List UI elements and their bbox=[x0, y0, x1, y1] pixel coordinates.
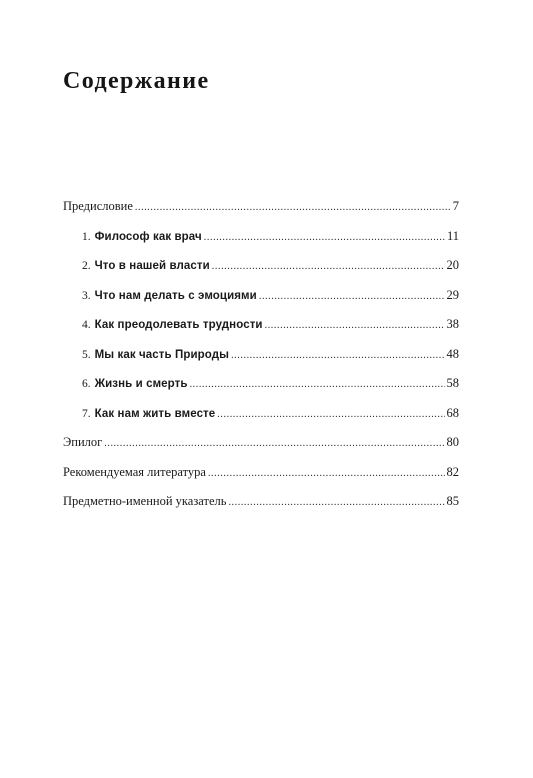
toc-entry-title: Мы как часть Природы bbox=[94, 348, 230, 361]
toc-entry-chapter-2 bbox=[63, 258, 459, 288]
toc-entry-page: 48 bbox=[446, 346, 459, 361]
dot-leader bbox=[231, 350, 444, 361]
chapter-number: 4. bbox=[82, 319, 91, 331]
toc-entry-title: Что нам делать с эмоциями bbox=[94, 289, 257, 302]
dot-leader bbox=[259, 291, 445, 302]
dot-leader bbox=[135, 202, 451, 213]
toc-entry-page: 80 bbox=[446, 435, 459, 449]
toc-entry-title: Философ как врач bbox=[94, 230, 202, 243]
chapter-number: 1. bbox=[82, 230, 91, 243]
toc-entry-page: 82 bbox=[446, 464, 459, 479]
dot-leader bbox=[190, 379, 445, 390]
toc-entry-epilogue bbox=[63, 435, 459, 465]
toc-entry-title: Как преодолевать трудности bbox=[94, 319, 263, 331]
dot-leader bbox=[217, 409, 444, 420]
dot-leader bbox=[104, 438, 444, 449]
table-of-contents bbox=[63, 199, 459, 524]
toc-entry-page: 38 bbox=[446, 317, 459, 331]
toc-entry-chapter-7 bbox=[63, 406, 459, 436]
toc-entry-chapter-5 bbox=[63, 347, 459, 377]
toc-entry-title: Как нам жить вместе bbox=[94, 407, 216, 420]
toc-entry-further-reading bbox=[63, 465, 459, 495]
dot-leader bbox=[212, 261, 445, 272]
toc-entry-page: 68 bbox=[446, 405, 459, 420]
toc-entry-page: 29 bbox=[446, 287, 459, 302]
toc-entry-page: 85 bbox=[446, 494, 459, 508]
toc-entry-title: Что в нашей власти bbox=[94, 260, 210, 272]
toc-entry-chapter-3 bbox=[63, 288, 459, 318]
dot-leader bbox=[265, 320, 445, 331]
dot-leader bbox=[204, 232, 445, 243]
toc-entry-preface bbox=[63, 199, 459, 229]
toc-entry-page: 11 bbox=[446, 228, 459, 243]
toc-entry-page: 58 bbox=[446, 376, 459, 390]
chapter-number: 7. bbox=[82, 407, 91, 420]
toc-entry-title: Рекомендуемая литература bbox=[63, 464, 206, 479]
toc-entry-title: Жизнь и смерть bbox=[94, 378, 188, 390]
toc-entry-title: Предметно-именной указатель bbox=[63, 494, 227, 508]
toc-entry-title: Предисловие bbox=[63, 199, 133, 213]
dot-leader bbox=[208, 468, 445, 479]
dot-leader bbox=[228, 497, 444, 508]
toc-entry-page: 7 bbox=[452, 199, 459, 213]
page-title: Содержание bbox=[63, 68, 210, 94]
chapter-number: 6. bbox=[82, 378, 91, 390]
chapter-number: 3. bbox=[82, 289, 91, 302]
toc-entry-chapter-1 bbox=[63, 229, 459, 259]
toc-entry-chapter-6 bbox=[63, 376, 459, 406]
toc-entry-page: 20 bbox=[446, 258, 459, 272]
toc-entry-chapter-4 bbox=[63, 317, 459, 347]
chapter-number: 2. bbox=[82, 260, 91, 272]
toc-entry-title: Эпилог bbox=[63, 435, 103, 449]
chapter-number: 5. bbox=[82, 348, 91, 361]
toc-entry-index bbox=[63, 494, 459, 524]
